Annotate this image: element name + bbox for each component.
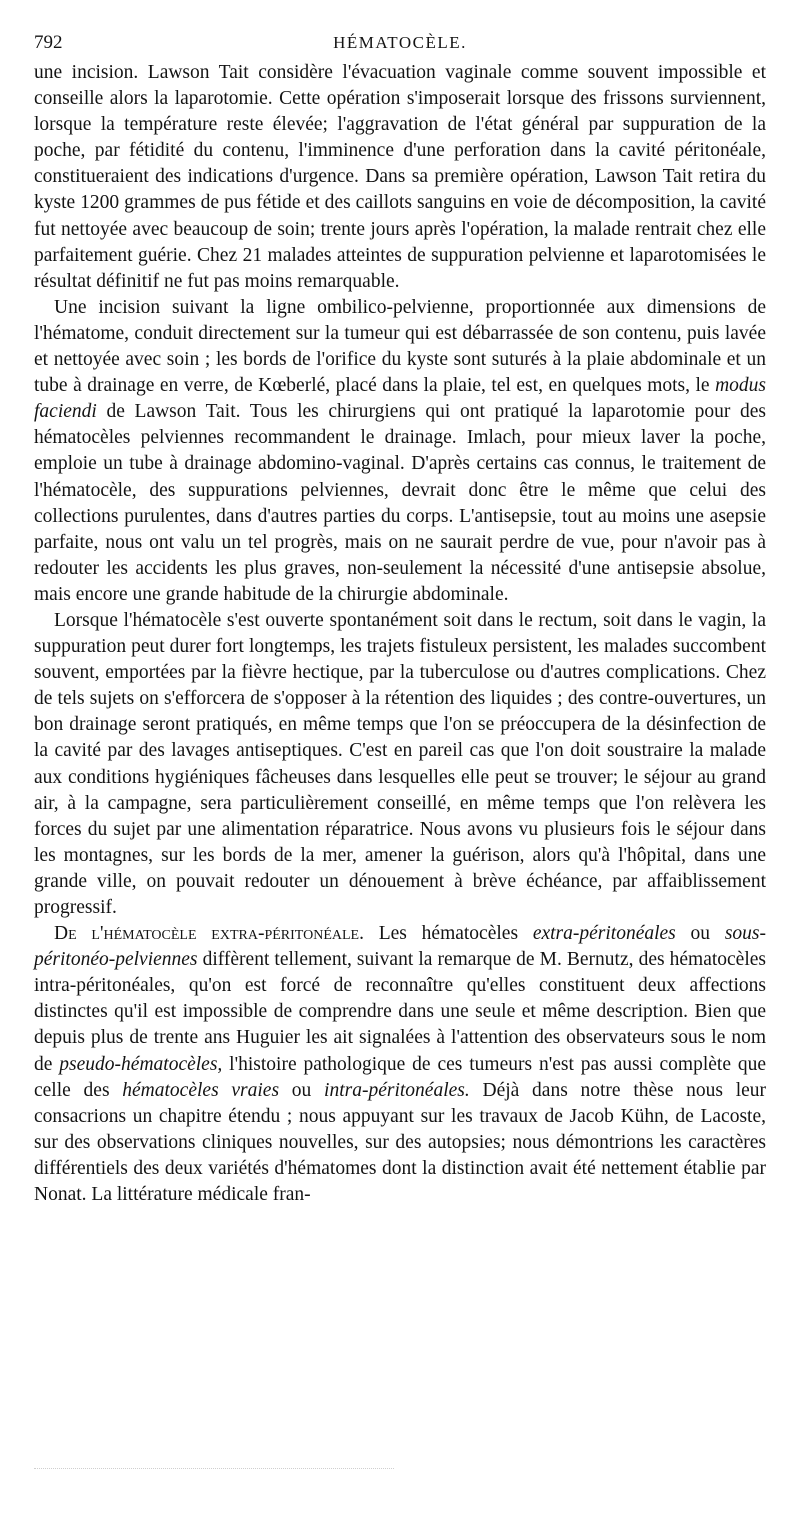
paragraph-4-text-e: ou	[279, 1079, 325, 1101]
emphasis-sous-peritoneo-pelviennes: sous-péritonéo-pelviennes	[34, 923, 766, 971]
emphasis-pseudo-hematoceles: pseudo-hématocèles,	[59, 1053, 223, 1075]
emphasis-intra-peritoneales: intra-péritonéales.	[324, 1079, 470, 1101]
paragraph-4-text-d: l'histoire pathologique de ces tumeurs n'est pas aussi complète que celle des	[34, 1053, 767, 1101]
paragraph-2-text-b: de Lawson Tait. Tous les chirurgiens qui ont pratiqué la laparotomie pour des hématocèles pelviennes recommandent le drainage. Imlach, pour mieux laver la poche, emploie un tube à drainage abdomino-vaginal. D'après certains cas connus, le traitement de l'hématocèle, des suppurations pelviennes, devrait donc être le même que celui des collections purulentes, dans d'autres parties du corps. L'antisepsie, tout au moins une asepsie parfaite, nous ont valu un tel progrès, mais on ne saurait perdre de vue, pour n'avoir pas à redouter les accidents les plus graves, non-seulement la nécessité d'une antisepsie absolue, mais encore une grande habitude de la chirurgie abdominale.	[34, 401, 766, 605]
paragraph-4-text-a: Les hématocèles	[363, 923, 533, 945]
running-title: HÉMATOCÈLE.	[333, 33, 467, 52]
section-heading: De l'hématocèle extra-péritonéale.	[54, 923, 364, 945]
modus-faciendi-emphasis: modus faciendi	[34, 375, 766, 423]
book-page	[34, 30, 766, 1208]
scan-artifact-divider	[34, 1468, 394, 1479]
paragraph-4-text-c: diffèrent tellement, suivant la remarque de M. Bernutz, des hématocèles intra-péritonéales, qu'on est forcé de reconnaître qu'elles constituent deux affections distinctes qu'il est impossible de comprendre dans une seule et même description. Bien que depuis plus de trente ans Huguier les ait signalées à l'attention des observateurs sous le nom de	[34, 949, 766, 1075]
running-head	[34, 30, 766, 56]
emphasis-hematoceles-vraies: hématocèles vraies	[122, 1079, 280, 1101]
paragraph-4	[34, 921, 766, 1208]
paragraph-2-text-a: Une incision suivant la ligne ombilico-pelvienne, proportionnée aux dimensions de l'hématome, conduit directement sur la tumeur qui est débarrassée de son contenu, puis lavée et nettoyée avec soin ; les bords de l'orifice du kyste sont suturés à la plaie abdominale et un tube à drainage en verre, de Kœberlé, placé dans la plaie, tel est, en quelques mots, le	[34, 296, 766, 397]
paragraph-1: une incision. Lawson Tait considère l'évacuation vaginale comme souvent impossible et conseille alors la laparotomie. Cette opération s'imposerait lorsque des frissons surviennent, lorsque la température reste élevée; l'aggravation de l'état général par suppuration de la poche, par fétidité du contenu, l'imminence d'une perforation dans la cavité péritonéale, constitueraient des indications d'urgence. Dans sa première opération, Lawson Tait retira du kyste 1200 grammes de pus fétide et des caillots sanguins en voie de décomposition, la cavité fut nettoyée avec beaucoup de soin; trente jours après l'opération, la malade rentrait chez elle parfaitement guérie. Chez 21 malades atteintes de suppuration pelvienne et laparotomisées le résultat définitif ne fut pas moins remarquable.	[34, 62, 766, 292]
paragraph-4-text-f: Déjà dans notre thèse nous leur consacrions un chapitre étendu ; nous appuyant sur les travaux de Jacob Kühn, de Lacoste, sur des observations cliniques nouvelles, sur des autopsies; nous démontrions les caractères différentiels des deux variétés d'hématomes dont la distinction avait été nettement établie par Nonat. La littérature médicale fran-	[34, 1079, 767, 1206]
paragraph-4-text-b: ou	[675, 923, 725, 945]
paragraph-2	[34, 295, 766, 608]
paragraph-3: Lorsque l'hématocèle s'est ouverte spontanément soit dans le rectum, soit dans le vagin, la suppuration peut durer fort longtemps, les trajets fistuleux persistent, les malades succombent souvent, emportées par la fièvre hectique, par la tuberculose ou d'autres complications. Chez de tels sujets on s'efforcera de s'opposer à la rétention des liquides ; des contre-ouvertures, un bon drainage seront pratiqués, en même temps que l'on se préoccupera de la désinfection de la cavité par des lavages antiseptiques. C'est en pareil cas que l'on doit soustraire la malade aux conditions hygiéniques fâcheuses dans lesquelles elle peut se trouver; le séjour au grand air, à la campagne, sera particulièrement conseillé, en même temps que l'on relèvera les forces du sujet par une alimentation réparatrice. Nous avons vu plusieurs fois le séjour dans les montagnes, sur les bords de la mer, amener la guérison, alors qu'à l'hôpital, dans une grande ville, on pouvait redouter un dénouement à brève échéance, par affaiblissement progressif.	[34, 609, 766, 918]
emphasis-extra-peritoneales: extra-péritonéales	[532, 923, 676, 945]
page-number: 792	[34, 32, 63, 53]
